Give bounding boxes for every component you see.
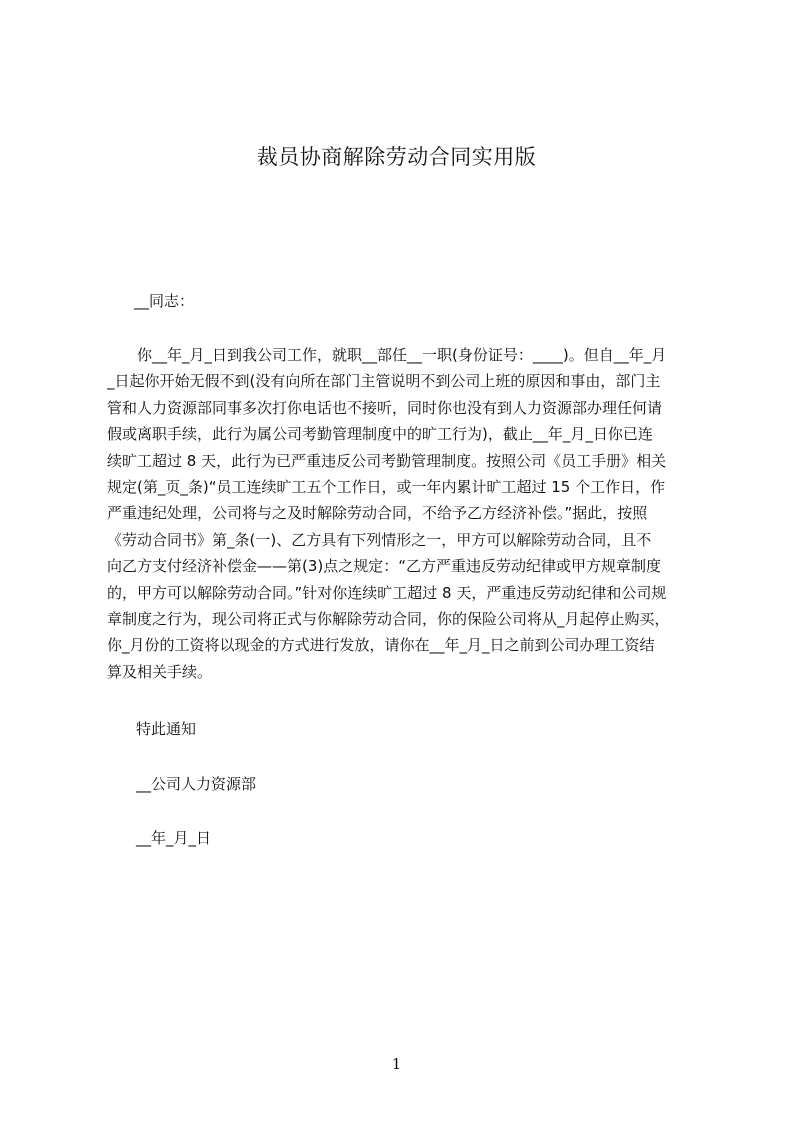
notice-text: 特此通知 (136, 720, 197, 738)
document-title: 裁员协商解除劳动合同实用版 (256, 145, 537, 169)
salutation: __同志： (134, 292, 195, 310)
body-line: 你__年_月_日到我公司工作，就职__部任__一职(身份证号：____)。但自__年_月 (107, 346, 667, 364)
body-line: 章制度之行为，现公司将正式与你解除劳动合同，你的保险公司将从_月起停止购买， (107, 609, 670, 628)
body-line: 《劳动合同书》第_条(一)、乙方具有下列情形之一，甲方可以解除劳动合同，且不 (107, 530, 652, 549)
body-line: 规定(第_页_条)“员工连续旷工五个工作日，或一年内累计旷工超过 15 个工作日，作 (107, 477, 666, 496)
signature-date: __年_月_日 (136, 829, 212, 847)
body-line: 的，甲方可以解除劳动合同。”针对你连续旷工超过 8 天，严重违反劳动纪律和公司规 (107, 583, 667, 602)
body-line: 严重违纪处理，公司将与之及时解除劳动合同，不给予乙方经济补偿。”据此，按照 (107, 504, 648, 523)
body-paragraph (107, 342, 707, 685)
body-line: 假或离职手续，此行为属公司考勤管理制度中的旷工行为)，截止__年_月_日你已连 (107, 425, 653, 444)
body-line: _日起你开始无假不到(没有向所在部门主管说明不到公司上班的原因和事由，部门主 (107, 372, 661, 391)
body-line: 续旷工超过 8 天，此行为已严重违反公司考勤管理制度。按照公司《员工手册》相关 (107, 451, 667, 470)
department-signature: __公司人力资源部 (136, 775, 257, 793)
body-line: 算及相关手续。 (107, 662, 213, 681)
page-number: 1 (391, 1055, 402, 1073)
body-line: 你_月份的工资将以现金的方式进行发放，请你在__年_月_日之前到公司办理工资结 (107, 636, 655, 655)
body-line: 向乙方支付经济补偿金——第(3)点之规定：“乙方严重违反劳动纪律或甲方规章制度 (107, 557, 662, 576)
body-line: 管和人力资源部同事多次打你电话也不接听，同时你也没有到人力资源部办理任何请 (107, 398, 663, 417)
